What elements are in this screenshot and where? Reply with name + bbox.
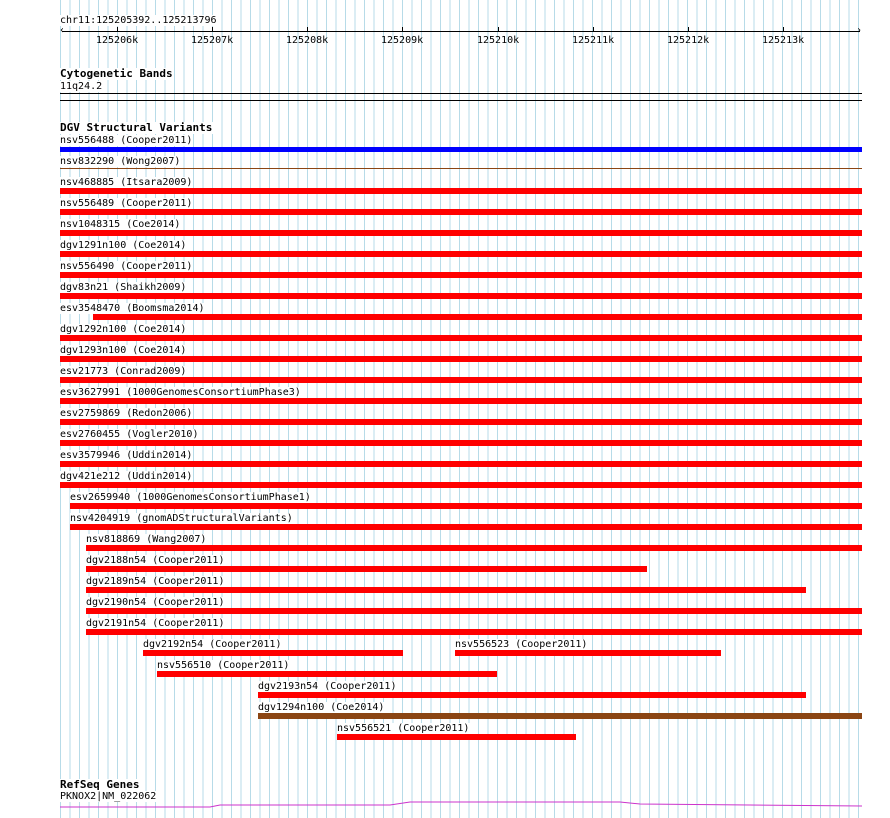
ruler-tick-label: 125212k [667, 35, 710, 46]
dgv-feature-bar[interactable] [60, 209, 862, 215]
dgv-feature-label[interactable]: esv2759869 (Redon2006) [60, 408, 193, 419]
ruler-tick-label: 125207k [191, 35, 234, 46]
ruler-tick-label: 125210k [477, 35, 520, 46]
dgv-feature-label[interactable]: nsv556510 (Cooper2011) [157, 660, 290, 671]
dgv-feature-label[interactable]: esv2760455 (Vogler2010) [60, 429, 199, 440]
right-margin [862, 0, 890, 818]
track-divider [60, 100, 862, 101]
ruler-axis [62, 31, 860, 32]
dgv-feature-bar[interactable] [70, 524, 862, 530]
ruler-tick [402, 27, 403, 31]
ruler-tick-label: 125213k [762, 35, 805, 46]
dgv-feature-label[interactable]: dgv1291n100 (Coe2014) [60, 240, 187, 251]
dgv-feature-bar[interactable] [60, 251, 862, 257]
dgv-feature-label[interactable]: dgv1294n100 (Coe2014) [258, 702, 385, 713]
dgv-feature-label[interactable]: nsv818869 (Wang2007) [86, 534, 207, 545]
dgv-feature-label[interactable]: dgv2190n54 (Cooper2011) [86, 597, 225, 608]
dgv-feature-bar[interactable] [60, 419, 862, 425]
dgv-feature-label[interactable]: dgv421e212 (Uddin2014) [60, 471, 193, 482]
dgv-feature-bar[interactable] [86, 608, 862, 614]
ruler-tick-label: 125209k [381, 35, 424, 46]
ruler-tick-label: 125206k [96, 35, 139, 46]
refseq-gene-line[interactable] [60, 802, 862, 807]
dgv-feature-bar[interactable] [60, 293, 862, 299]
ruler-tick [307, 27, 308, 31]
dgv-feature-bar[interactable] [258, 692, 806, 698]
dgv-feature-bar[interactable] [60, 440, 862, 446]
ruler-tick-label: 125208k [286, 35, 329, 46]
ruler-tick-label: 125211k [572, 35, 615, 46]
ruler-tick [498, 27, 499, 31]
dgv-feature-bar[interactable] [60, 377, 862, 383]
dgv-feature-bar[interactable] [337, 734, 576, 740]
dgv-feature-label[interactable]: nsv1048315 (Coe2014) [60, 219, 181, 230]
dgv-track-title: DGV Structural Variants [60, 121, 213, 134]
dgv-feature-label[interactable]: esv3627991 (1000GenomesConsortiumPhase3) [60, 387, 301, 398]
dgv-feature-label[interactable]: nsv556523 (Cooper2011) [455, 639, 588, 650]
ruler-tick [593, 27, 594, 31]
refseq-gene-label[interactable]: PKNOX2|NM_022062 [60, 791, 157, 802]
ruler-tick [212, 27, 213, 31]
dgv-feature-bar[interactable] [86, 566, 647, 572]
dgv-feature-bar[interactable] [86, 545, 862, 551]
dgv-feature-label[interactable]: nsv4204919 (gnomADStructuralVariants) [70, 513, 293, 524]
dgv-feature-label[interactable]: dgv2191n54 (Cooper2011) [86, 618, 225, 629]
dgv-feature-label[interactable]: nsv556488 (Cooper2011) [60, 135, 193, 146]
ruler-tick [117, 27, 118, 31]
dgv-feature-bar[interactable] [60, 188, 862, 194]
dgv-feature-bar[interactable] [86, 587, 806, 593]
ruler-right-arrow-icon[interactable]: › [856, 25, 863, 36]
dgv-feature-bar[interactable] [258, 713, 862, 719]
dgv-feature-bar[interactable] [60, 482, 862, 488]
dgv-feature-label[interactable]: nsv468885 (Itsara2009) [60, 177, 193, 188]
ruler-range-label: chr11:125205392..125213796 [60, 15, 217, 26]
dgv-feature-bar[interactable] [60, 168, 862, 169]
dgv-feature-bar[interactable] [455, 650, 721, 656]
dgv-feature-bar[interactable] [60, 398, 862, 404]
dgv-feature-label[interactable]: esv2659940 (1000GenomesConsortiumPhase1) [70, 492, 311, 503]
dgv-feature-label[interactable]: dgv2189n54 (Cooper2011) [86, 576, 225, 587]
dgv-feature-bar[interactable] [60, 147, 862, 152]
dgv-feature-label[interactable]: esv3579946 (Uddin2014) [60, 450, 193, 461]
dgv-feature-label[interactable]: esv21773 (Conrad2009) [60, 366, 187, 377]
dgv-feature-bar[interactable] [60, 461, 862, 467]
dgv-feature-bar[interactable] [70, 503, 862, 509]
ruler-tick [688, 27, 689, 31]
dgv-feature-bar[interactable] [60, 335, 862, 341]
dgv-feature-label[interactable]: nsv556490 (Cooper2011) [60, 261, 193, 272]
dgv-feature-bar[interactable] [143, 650, 403, 656]
cyto-band-bar[interactable] [60, 93, 862, 94]
dgv-feature-bar[interactable] [157, 671, 497, 677]
cyto-track-title: Cytogenetic Bands [60, 67, 173, 80]
ruler-left-arrow-icon[interactable]: ‹ [59, 25, 66, 36]
dgv-feature-label[interactable]: dgv1293n100 (Coe2014) [60, 345, 187, 356]
dgv-feature-label[interactable]: dgv2188n54 (Cooper2011) [86, 555, 225, 566]
dgv-feature-bar[interactable] [60, 272, 862, 278]
ruler-tick [783, 27, 784, 31]
dgv-feature-label[interactable]: dgv2192n54 (Cooper2011) [143, 639, 282, 650]
dgv-feature-label[interactable]: nsv832290 (Wong2007) [60, 156, 181, 167]
dgv-feature-label[interactable]: dgv83n21 (Shaikh2009) [60, 282, 187, 293]
dgv-feature-label[interactable]: nsv556521 (Cooper2011) [337, 723, 470, 734]
dgv-feature-bar[interactable] [60, 230, 862, 236]
dgv-feature-label[interactable]: esv3548470 (Boomsma2014) [60, 303, 205, 314]
refseq-gene-model[interactable] [60, 800, 862, 810]
dgv-feature-label[interactable]: nsv556489 (Cooper2011) [60, 198, 193, 209]
dgv-feature-bar[interactable] [93, 314, 862, 320]
refseq-track-title: RefSeq Genes [60, 778, 140, 791]
dgv-feature-bar[interactable] [60, 356, 862, 362]
dgv-feature-label[interactable]: dgv2193n54 (Cooper2011) [258, 681, 397, 692]
dgv-feature-bar[interactable] [86, 629, 862, 635]
left-margin [0, 0, 60, 818]
cyto-band-label: 11q24.2 [60, 81, 103, 92]
dgv-feature-label[interactable]: dgv1292n100 (Coe2014) [60, 324, 187, 335]
